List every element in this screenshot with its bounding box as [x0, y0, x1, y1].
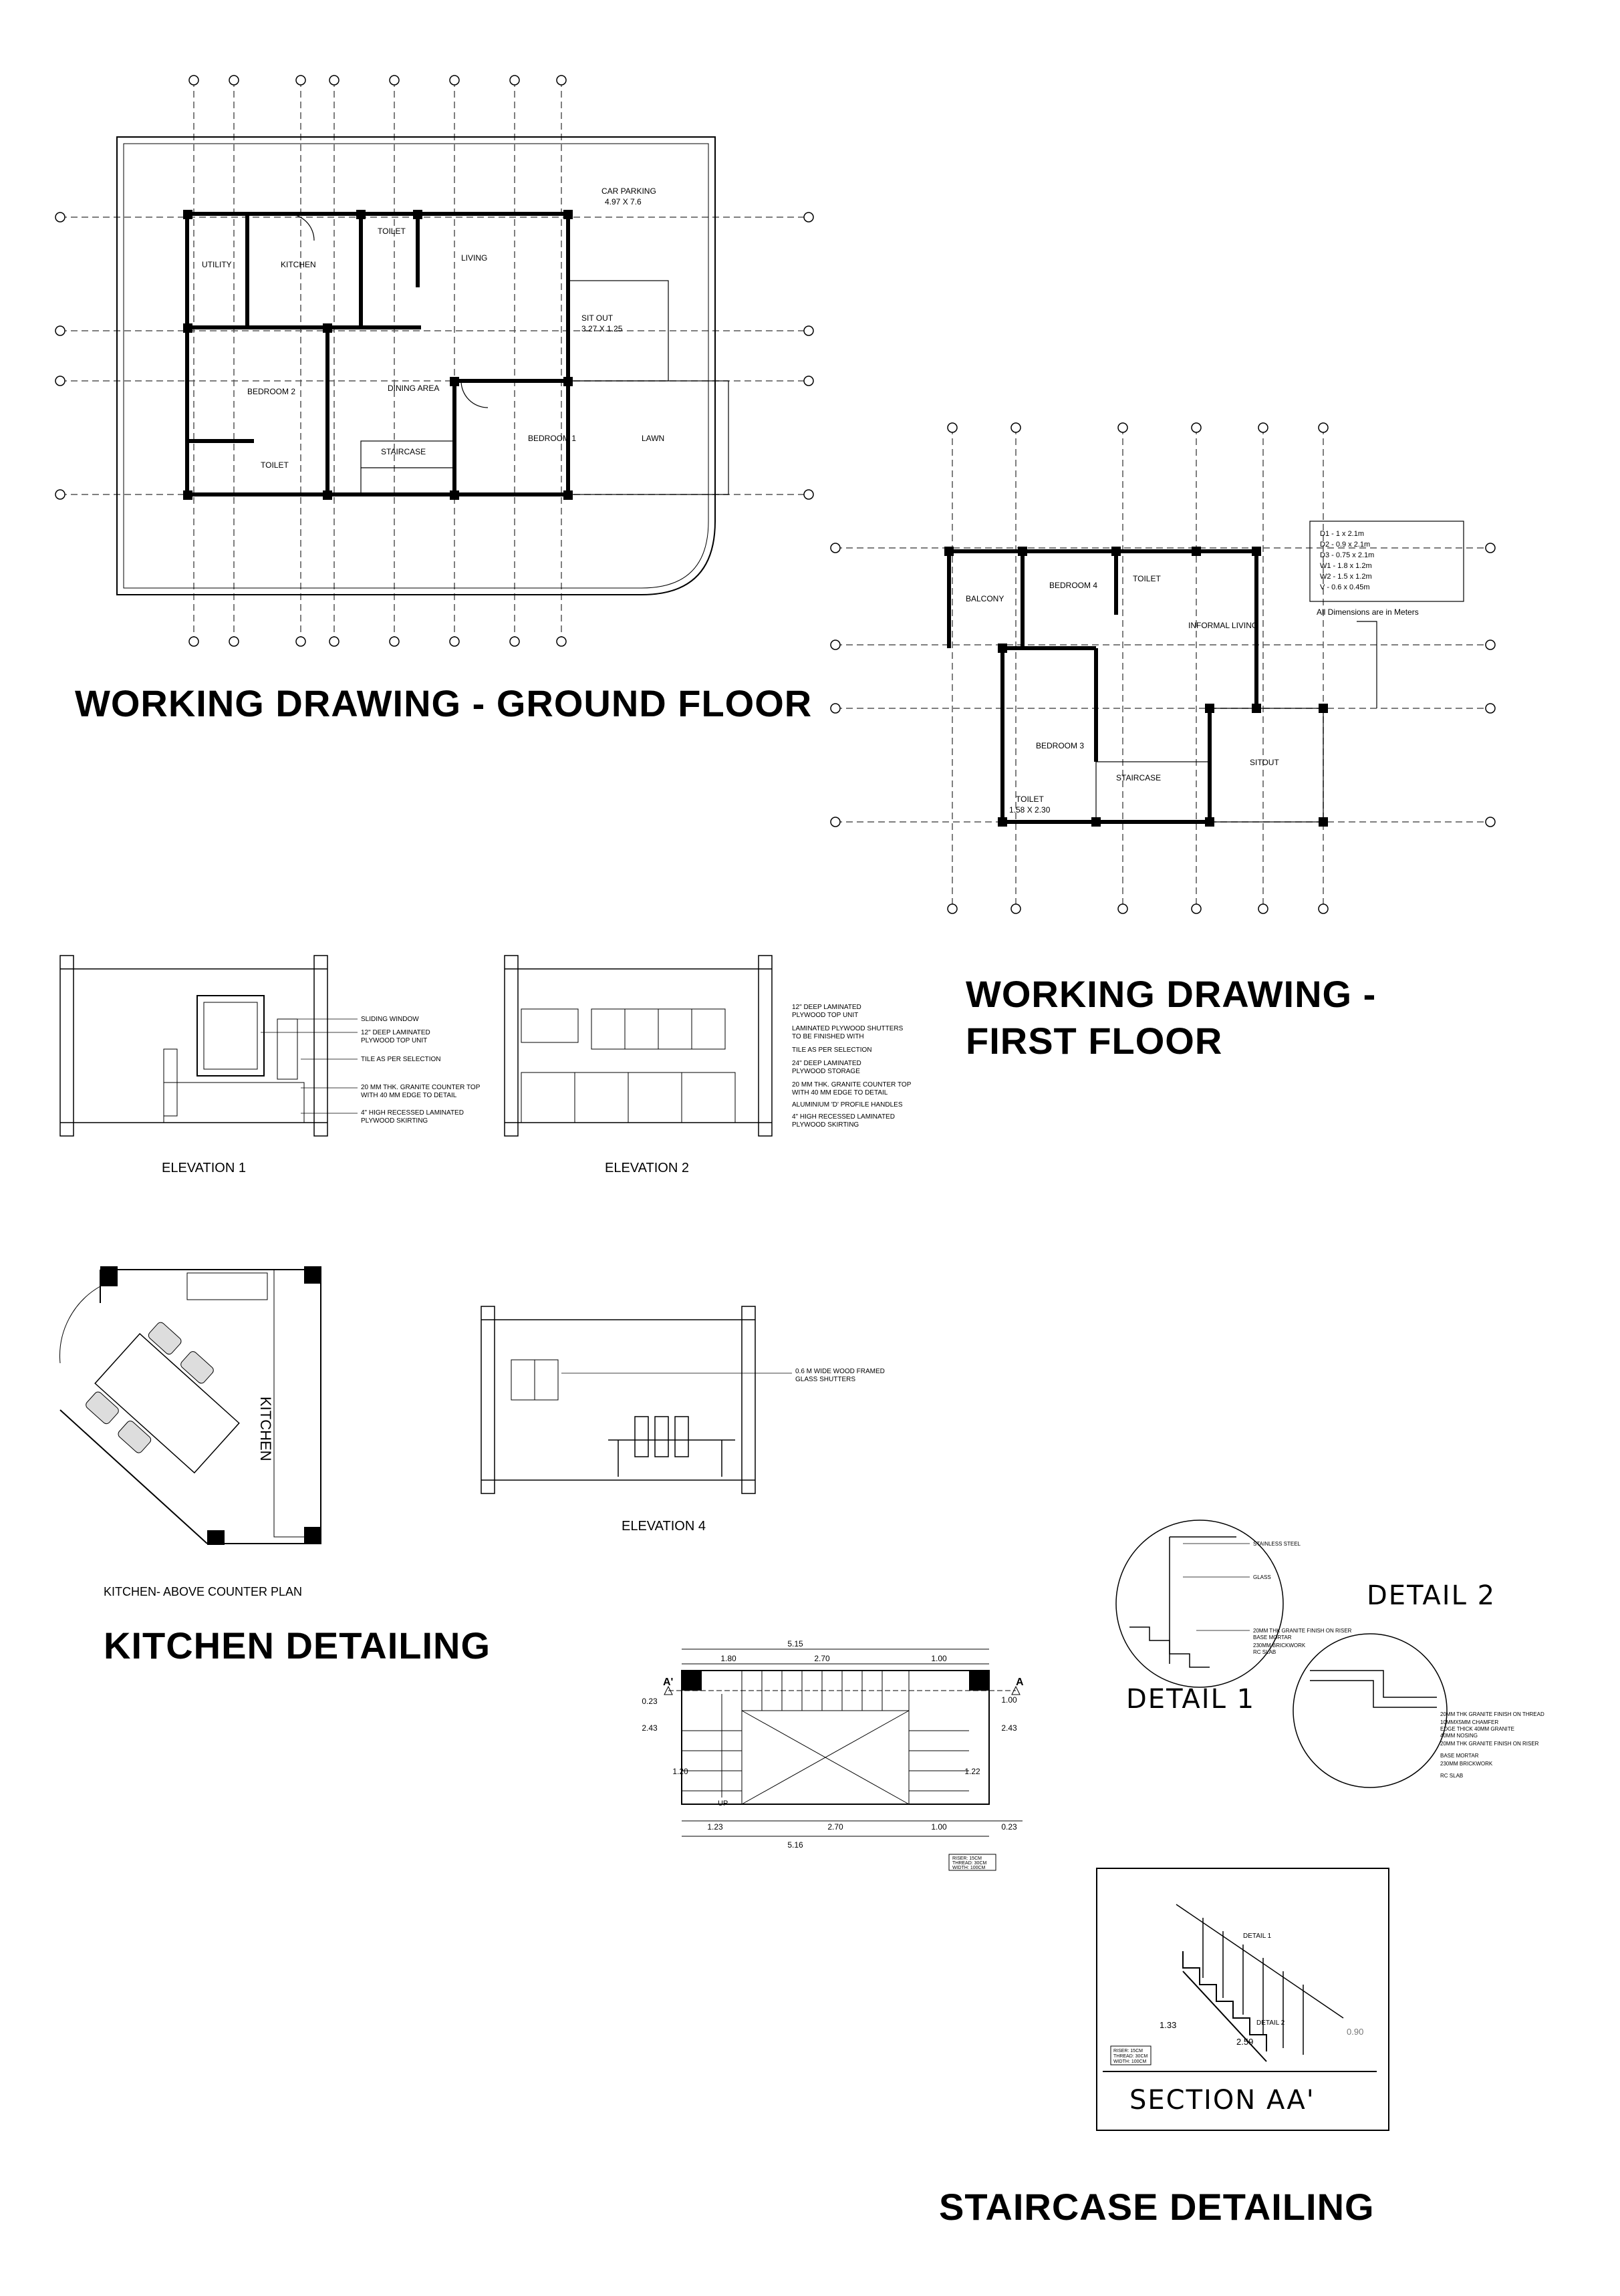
svg-text:RC SLAB: RC SLAB [1253, 1649, 1276, 1655]
heading-ground-floor: WORKING DRAWING - GROUND FLOOR [75, 682, 813, 724]
svg-text:1.33: 1.33 [1160, 2020, 1177, 2030]
svg-text:RISER: 15CM: RISER: 15CM [952, 1856, 982, 1861]
svg-text:0.23: 0.23 [642, 1697, 658, 1706]
svg-text:PLYWOOD SKIRTING: PLYWOOD SKIRTING [361, 1117, 428, 1125]
caption-elevation-2: ELEVATION 2 [605, 1161, 689, 1175]
svg-text:BASE MORTAR: BASE MORTAR [1253, 1634, 1292, 1640]
svg-text:RC SLAB: RC SLAB [1440, 1773, 1464, 1779]
svg-text:GLASS: GLASS [1253, 1574, 1271, 1580]
staircase-plan [642, 1630, 1069, 1871]
svg-text:4" HIGH RECESSED LAMINATED: 4" HIGH RECESSED LAMINATED [792, 1113, 895, 1121]
svg-text:230MM BRICKWORK: 230MM BRICKWORK [1440, 1761, 1493, 1767]
heading-staircase: STAIRCASE DETAILING [939, 2186, 1375, 2228]
svg-text:1.00: 1.00 [931, 1654, 947, 1663]
svg-text:PLYWOOD TOP UNIT: PLYWOOD TOP UNIT [361, 1037, 428, 1044]
stair-detail-circles [1103, 1517, 1571, 1798]
svg-text:1.80: 1.80 [720, 1654, 736, 1663]
room-lawn: LAWN [642, 434, 665, 443]
room-toilet-2: TOILET [261, 460, 289, 470]
room-dining: DINING AREA [388, 384, 440, 393]
svg-text:40MM NOSING: 40MM NOSING [1440, 1733, 1478, 1739]
svg-text:2.43: 2.43 [642, 1723, 658, 1733]
elevation-2 [505, 956, 912, 1143]
svg-text:10MMX5MM CHAMFER: 10MMX5MM CHAMFER [1440, 1719, 1499, 1725]
caption-elevation-1: ELEVATION 1 [162, 1161, 246, 1175]
svg-text:GLASS SHUTTERS: GLASS SHUTTERS [795, 1376, 856, 1383]
svg-text:WITH 40 MM EDGE TO DETAIL: WITH 40 MM EDGE TO DETAIL [361, 1092, 457, 1099]
svg-text:ALUMINIUM 'D' PROFILE HANDLES: ALUMINIUM 'D' PROFILE HANDLES [792, 1101, 903, 1109]
svg-text:1.23: 1.23 [707, 1822, 723, 1832]
label-detail-1: DETAIL 1 [1126, 1684, 1256, 1715]
label-detail-2: DETAIL 2 [1367, 1580, 1496, 1611]
svg-text:20MM THK GRANITE FINISH ON RIS: 20MM THK GRANITE FINISH ON RISER [1440, 1741, 1539, 1747]
svg-text:1.22: 1.22 [964, 1767, 980, 1776]
room-living: LIVING [461, 253, 488, 263]
room-sit-out-size: 3.27 X 1.25 [581, 324, 623, 333]
svg-text:2.59: 2.59 [1236, 2037, 1254, 2047]
room-toilet: TOILET [1133, 574, 1161, 583]
svg-text:0.90: 0.90 [1347, 2027, 1364, 2037]
svg-text:STAINLESS STEEL: STAINLESS STEEL [1253, 1541, 1301, 1547]
first-floor-plan [822, 414, 1504, 922]
section-mark-a-prime: A' [663, 1677, 674, 1688]
svg-text:5.15: 5.15 [787, 1639, 803, 1648]
room-toilet: TOILET [378, 227, 406, 236]
svg-text:RISER: 15CM: RISER: 15CM [1113, 2049, 1143, 2053]
svg-text:DETAIL 1: DETAIL 1 [1243, 1932, 1272, 1940]
section-aa-drawing [1103, 1878, 1383, 2078]
svg-text:4" HIGH RECESSED LAMINATED: 4" HIGH RECESSED LAMINATED [361, 1109, 464, 1117]
svg-text:D2 - 0.9 x 2.1m: D2 - 0.9 x 2.1m [1320, 541, 1371, 549]
svg-text:2.70: 2.70 [814, 1654, 830, 1663]
svg-text:2.70: 2.70 [827, 1822, 843, 1832]
heading-kitchen: KITCHEN DETAILING [104, 1624, 491, 1667]
svg-text:WITH 40 MM EDGE TO DETAIL: WITH 40 MM EDGE TO DETAIL [792, 1089, 888, 1097]
door-window-schedule [1320, 530, 1374, 591]
svg-text:2.43: 2.43 [1001, 1723, 1017, 1733]
svg-text:EDGE THICK 40MM GRANITE: EDGE THICK 40MM GRANITE [1440, 1726, 1514, 1732]
svg-text:D1 - 1 x 2.1m: D1 - 1 x 2.1m [1320, 530, 1365, 538]
heading-first-floor-2: FIRST FLOOR [966, 1020, 1223, 1062]
svg-text:20MM THK GRANITE FINISH ON THR: 20MM THK GRANITE FINISH ON THREAD [1440, 1711, 1544, 1717]
room-staircase: STAIRCASE [1116, 773, 1162, 782]
svg-text:1.00: 1.00 [1001, 1695, 1017, 1705]
svg-text:5.16: 5.16 [787, 1840, 803, 1850]
svg-text:SLIDING WINDOW: SLIDING WINDOW [361, 1016, 419, 1023]
svg-text:20 MM THK. GRANITE COUNTER TOP: 20 MM THK. GRANITE COUNTER TOP [792, 1081, 912, 1089]
room-sitout: SITOUT [1250, 758, 1279, 767]
svg-text:DETAIL 2: DETAIL 2 [1256, 2019, 1285, 2027]
elevation-1 [60, 956, 481, 1143]
svg-text:WIDTH: 100CM: WIDTH: 100CM [952, 1866, 986, 1870]
svg-text:THREAD: 30CM: THREAD: 30CM [952, 1861, 987, 1866]
svg-text:LAMINATED PLYWOOD SHUTTERS: LAMINATED PLYWOOD SHUTTERS [792, 1025, 904, 1032]
svg-text:230MM BRICKWORK: 230MM BRICKWORK [1253, 1642, 1306, 1648]
room-informal-living: INFORMAL LIVING [1188, 621, 1258, 630]
kitchen-label: KITCHEN [257, 1397, 274, 1461]
room-balcony: BALCONY [966, 594, 1004, 603]
svg-text:12" DEEP LAMINATED: 12" DEEP LAMINATED [792, 1004, 861, 1011]
room-car-parking-size: 4.97 X 7.6 [605, 197, 642, 206]
svg-text:24" DEEP LAMINATED: 24" DEEP LAMINATED [792, 1060, 861, 1067]
section-mark-a: A [1016, 1677, 1024, 1688]
svg-text:TO BE FINISHED WITH: TO BE FINISHED WITH [792, 1033, 864, 1040]
ground-floor-plan [47, 67, 822, 655]
svg-text:W2 - 1.5 x 1.2m: W2 - 1.5 x 1.2m [1320, 573, 1372, 581]
svg-text:WIDTH: 100CM: WIDTH: 100CM [1113, 2059, 1147, 2064]
svg-text:TILE AS PER SELECTION: TILE AS PER SELECTION [361, 1056, 441, 1063]
room-toilet-2-size: 1.58 X 2.30 [1009, 805, 1051, 815]
room-staircase: STAIRCASE [381, 447, 426, 456]
svg-text:20MM THK GRANITE FINISH ON RIS: 20MM THK GRANITE FINISH ON RISER [1253, 1628, 1352, 1634]
dimension-note: All Dimensions are in Meters [1317, 607, 1419, 617]
svg-text:THREAD: 30CM: THREAD: 30CM [1113, 2054, 1148, 2059]
room-bedroom-3: BEDROOM 3 [1036, 741, 1085, 750]
kitchen-above-counter-plan [53, 1263, 361, 1564]
svg-text:BASE MORTAR: BASE MORTAR [1440, 1753, 1479, 1759]
room-kitchen: KITCHEN [281, 260, 316, 269]
caption-elevation-4: ELEVATION 4 [622, 1519, 706, 1534]
svg-text:PLYWOOD STORAGE: PLYWOOD STORAGE [792, 1068, 860, 1075]
caption-section-aa: SECTION AA' [1129, 2085, 1315, 2116]
svg-text:12" DEEP LAMINATED: 12" DEEP LAMINATED [361, 1029, 430, 1036]
svg-text:W1 - 1.8 x 1.2m: W1 - 1.8 x 1.2m [1320, 562, 1372, 570]
room-utility: UTILITY [202, 260, 232, 269]
elevation-4 [481, 1306, 885, 1500]
caption-kitchen-plan: KITCHEN- ABOVE COUNTER PLAN [104, 1585, 303, 1598]
svg-text:PLYWOOD TOP UNIT: PLYWOOD TOP UNIT [792, 1012, 859, 1019]
room-bedroom-1: BEDROOM 1 [528, 434, 577, 443]
room-car-parking: CAR PARKING [601, 186, 656, 196]
svg-text:0.23: 0.23 [1001, 1822, 1017, 1832]
svg-text:V - 0.6 x 0.45m: V - 0.6 x 0.45m [1320, 583, 1370, 591]
up-arrow-label: UP [718, 1800, 728, 1808]
svg-text:1.00: 1.00 [931, 1822, 947, 1832]
svg-text:0.6 M WIDE WOOD FRAMED: 0.6 M WIDE WOOD FRAMED [795, 1368, 885, 1375]
room-toilet-2: TOILET [1016, 795, 1044, 804]
room-bedroom-4: BEDROOM 4 [1049, 581, 1098, 590]
room-bedroom-2: BEDROOM 2 [247, 387, 296, 396]
svg-text:PLYWOOD SKIRTING: PLYWOOD SKIRTING [792, 1121, 859, 1129]
heading-first-floor-1: WORKING DRAWING - [966, 973, 1377, 1015]
svg-text:1.20: 1.20 [672, 1767, 688, 1776]
svg-text:D3 - 0.75 x 2.1m: D3 - 0.75 x 2.1m [1320, 551, 1375, 559]
svg-text:20 MM THK. GRANITE COUNTER TOP: 20 MM THK. GRANITE COUNTER TOP [361, 1084, 481, 1091]
svg-text:TILE AS PER SELECTION: TILE AS PER SELECTION [792, 1046, 872, 1054]
room-sit-out: SIT OUT [581, 313, 614, 323]
